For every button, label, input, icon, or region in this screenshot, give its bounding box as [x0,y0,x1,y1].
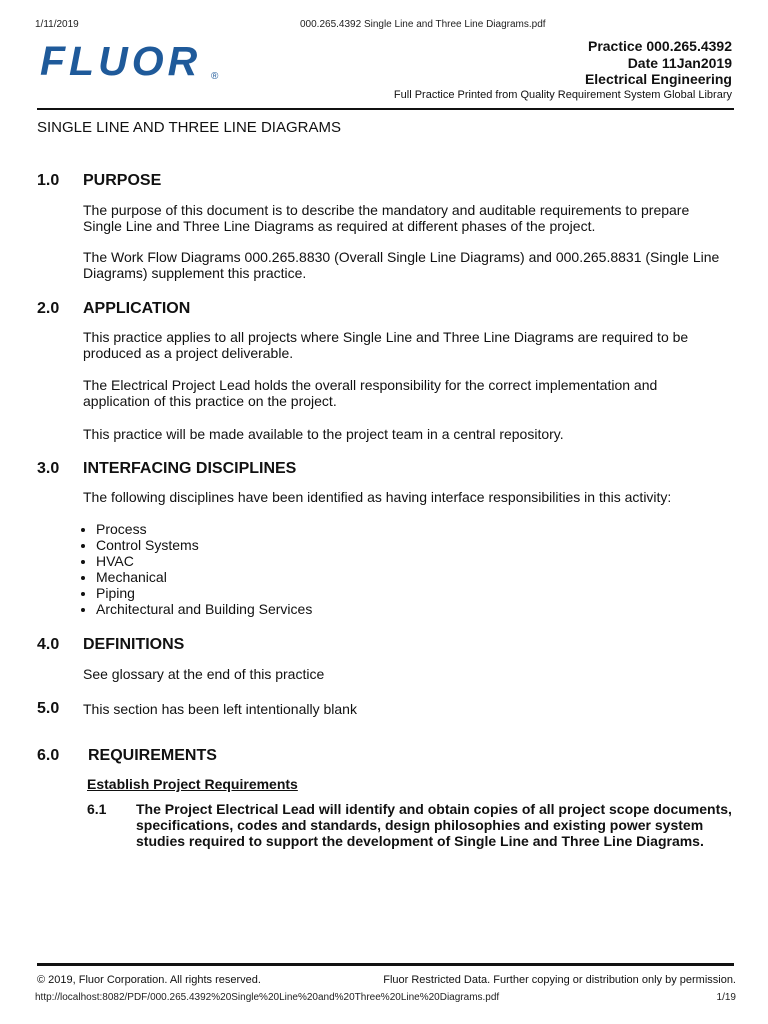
copyright-notice: © 2019, Fluor Corporation. All rights reserved. [37,974,261,986]
fluor-logo: FLUOR [40,38,202,84]
list-item: • Process [96,521,312,537]
section-title-requirements: REQUIREMENTS [88,747,217,764]
section-number-requirements: 6.0 [37,747,60,764]
section-title-definitions: DEFINITIONS [83,636,185,653]
page-number: 1/19 [716,992,736,1003]
section-number-interfacing: 3.0 [37,460,60,477]
practice-number: Practice 000.265.4392 [587,38,732,54]
list-item: • Piping [96,585,312,601]
library-note: Full Practice Printed from Quality Requirement System Global Library [393,89,732,101]
section-number-purpose: 1.0 [37,172,60,189]
definitions-paragraph: See glossary at the end of this practice [83,666,325,682]
discipline-list [78,521,312,617]
practice-date: Date 11Jan2019 [627,55,732,71]
requirement-number: 6.1 [87,801,107,817]
list-item: • Control Systems [96,537,312,553]
interfacing-intro: The following disciplines have been identified as having interface responsibilities in this activity: [83,489,672,505]
print-url: http://localhost:8082/PDF/000.265.4392%20Single%20Line%20and%20Three%20Line%20Diagrams.pdf [35,992,500,1003]
print-file-name: 000.265.4392 Single Line and Three Line Diagrams.pdf [300,19,546,30]
print-date: 1/11/2019 [35,19,79,30]
application-paragraph-2: The Electrical Project Lead holds the overall responsibility for the correct implementation and application of this practice on the project. [83,377,658,409]
header-divider [37,108,734,110]
section-title-application: APPLICATION [83,300,191,317]
purpose-paragraph-2: The Work Flow Diagrams 000.265.8830 (Overall Single Line Diagrams) and 000.265.8831 (Single Line Diagrams) supplement this practice. [83,249,720,281]
section-number-application: 2.0 [37,300,60,317]
section-title-purpose: PURPOSE [83,172,162,189]
footer-divider [37,963,734,966]
purpose-paragraph-1: The purpose of this document is to describe the mandatory and auditable requirements to prepare Single Line and Three Line Diagrams as required at different phases of the project. [83,202,690,234]
list-item: • HVAC [96,553,312,569]
requirements-subheading: Establish Project Requirements [87,776,298,792]
restricted-notice: Fluor Restricted Data. Further copying or distribution only by permission. [383,974,736,986]
list-item: • Mechanical [96,569,312,585]
section-number-definitions: 4.0 [37,636,60,653]
document-title: SINGLE LINE AND THREE LINE DIAGRAMS [37,119,341,136]
section-number-blank: 5.0 [37,700,60,717]
application-paragraph-3: This practice will be made available to the project team in a central repository. [83,426,564,442]
application-paragraph-1: This practice applies to all projects where Single Line and Three Line Diagrams are required to be produced as a project deliverable. [83,329,689,361]
department: Electrical Engineering [584,71,732,87]
requirement-text: The Project Electrical Lead will identify and obtain copies of all project scope documents, specifications, codes and standards, design philosophies and existing power system studies required to support the development of Single Line and Three Line Diagrams. [136,801,732,849]
list-item: • Architectural and Building Services [96,601,312,617]
registered-mark: ® [211,71,219,82]
blank-section-text: This section has been left intentionally blank [83,701,357,717]
section-title-interfacing: INTERFACING DISCIPLINES [83,460,297,477]
